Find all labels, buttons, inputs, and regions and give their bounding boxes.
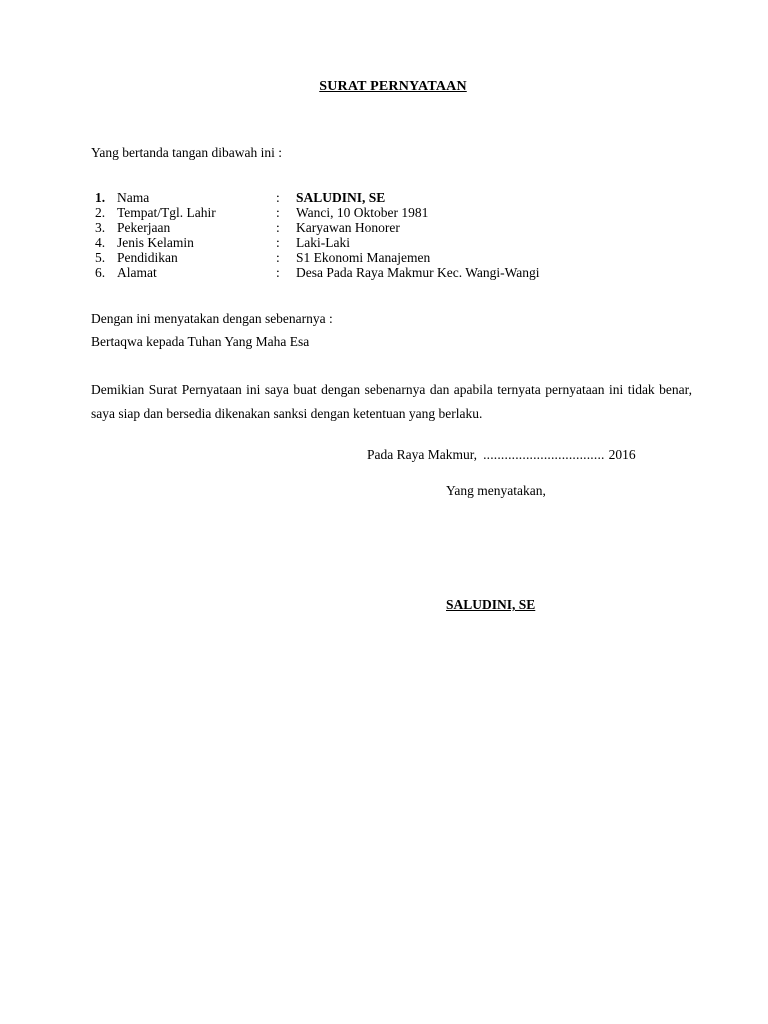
- identity-label: Alamat: [117, 265, 157, 280]
- identity-label: Nama: [117, 190, 150, 205]
- identity-label: Pekerjaan: [117, 220, 171, 235]
- identity-colon: :: [276, 265, 280, 280]
- identity-row-occupation: [95, 220, 655, 235]
- identity-number: 2.: [95, 205, 106, 220]
- statement-text: Bertaqwa kepada Tuhan Yang Maha Esa: [91, 334, 310, 349]
- identity-value: Desa Pada Raya Makmur Kec. Wangi-Wangi: [296, 265, 540, 280]
- identity-row-address: [95, 265, 655, 280]
- identity-colon: :: [276, 190, 280, 205]
- identity-row-education: [95, 250, 655, 265]
- identity-value: Wanci, 10 Oktober 1981: [296, 205, 429, 220]
- identity-row-birth: [95, 205, 655, 220]
- identity-value: SALUDINI, SE: [296, 190, 386, 205]
- identity-number: 5.: [95, 250, 106, 265]
- document-title: SURAT PERNYATAAN: [319, 79, 467, 94]
- identity-colon: :: [276, 235, 280, 250]
- identity-value: S1 Ekonomi Manajemen: [296, 250, 431, 265]
- identity-label: Tempat/Tgl. Lahir: [117, 205, 216, 220]
- identity-value: Karyawan Honorer: [296, 220, 400, 235]
- identity-list: [95, 190, 655, 280]
- place-date-line: [367, 447, 636, 463]
- year-text: 2016: [608, 447, 636, 462]
- place-text: Pada Raya Makmur,: [367, 447, 478, 462]
- identity-number: 3.: [95, 220, 106, 235]
- identity-number: 1.: [95, 190, 106, 205]
- closing-paragraph: Demikian Surat Pernyataan ini saya buat dengan sebenarnya dan apabila ternyata pernyataan ini tidak benar, saya siap dan bersedia dikenakan sanksi dengan ketentuan yang berlaku.: [91, 382, 692, 421]
- date-dots: ..................................: [483, 447, 605, 462]
- declarant-label: Yang menyatakan,: [446, 483, 546, 498]
- identity-number: 6.: [95, 265, 106, 280]
- identity-value: Laki-Laki: [296, 235, 350, 250]
- identity-label: Jenis Kelamin: [117, 235, 194, 250]
- identity-colon: :: [276, 205, 280, 220]
- identity-colon: :: [276, 250, 280, 265]
- identity-label: Pendidikan: [117, 250, 178, 265]
- signer-name: SALUDINI, SE: [446, 597, 536, 612]
- identity-number: 4.: [95, 235, 106, 250]
- identity-row-gender: [95, 235, 655, 250]
- identity-row-name: [95, 190, 655, 205]
- intro-text: Yang bertanda tangan dibawah ini :: [91, 145, 282, 160]
- identity-colon: :: [276, 220, 280, 235]
- statement-intro: Dengan ini menyatakan dengan sebenarnya :: [91, 311, 333, 326]
